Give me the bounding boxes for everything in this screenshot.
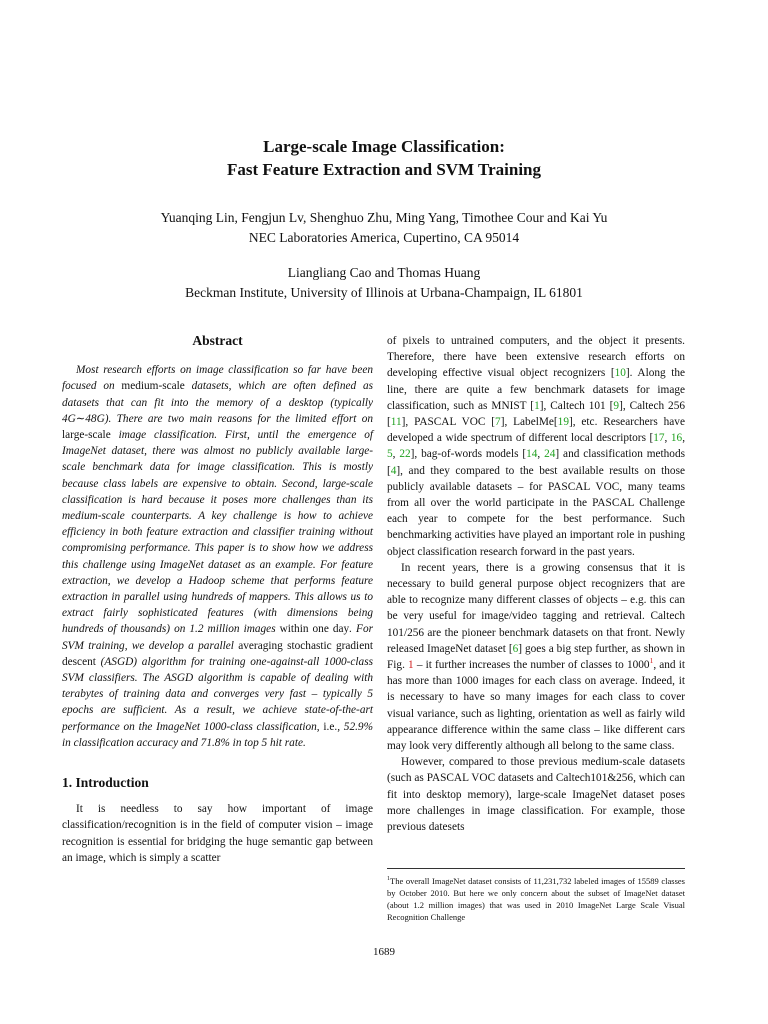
citation-link[interactable]: 4 bbox=[390, 464, 397, 477]
text-run: ], Caltech 101 [ bbox=[539, 399, 614, 412]
abstract-upright-5: i.e. bbox=[323, 720, 338, 733]
text-run: ] goes a big step further, as shown in Fig. bbox=[387, 642, 686, 672]
citation-link[interactable]: 10 bbox=[614, 367, 626, 380]
author-names-2: Liangliang Cao and Thomas Huang bbox=[287, 265, 481, 280]
author-block-1 bbox=[0, 208, 768, 248]
text-run: , and it has more than 1000 images for each class on average. Indeed, it is necessary to have so many images for each class to cover visual variance, such as lighting, orientation as well as fairly wild appearance difference within the same class – like different cars may look very differently although all belong to the same class. bbox=[387, 659, 685, 753]
author-affiliation-1: NEC Laboratories America, Cupertino, CA 95014 bbox=[248, 230, 520, 245]
footnote-mark: 1 bbox=[387, 876, 390, 882]
citation-link[interactable]: 5 bbox=[387, 448, 393, 461]
footnote-link[interactable]: 1 bbox=[649, 656, 654, 666]
text-run: ], bag-of-words models [ bbox=[410, 448, 527, 461]
figure-link[interactable]: 1 bbox=[408, 659, 414, 672]
abstract-heading: Abstract bbox=[192, 333, 243, 348]
abstract-text-5: (ASGD) algorithm for training one-against-all 1000-class SVM classifiers. The ASGD algorithm is capable of dealing with terabytes of training data and converges very fast – typically 5 epochs are sufficient. As a result, we achieve state-of-the-art performance on the ImageNet 1000-class classification, bbox=[62, 655, 373, 733]
text-run: ]. Along the line, there are quite a few benchmark datasets for image classification, such as MNIST [ bbox=[387, 367, 686, 412]
text-run: of pixels to untrained computers, and the object it presents. Therefore, there have been extensive research efforts on developing effective visual object recognizers [ bbox=[387, 335, 685, 380]
abstract-upright-4: averaging stochastic gradient descent bbox=[62, 639, 373, 668]
author-names-1: Yuanqing Lin, Fengjun Lv, Shenghuo Zhu, Ming Yang, Timothee Cour and Kai Yu bbox=[160, 210, 608, 225]
citation-link[interactable]: 24 bbox=[544, 448, 556, 461]
intro-paragraph-1: It is needless to say how important of image classification/recognition is in the field of computer vision – image recognition is essential for bridging the huge semantic gap between an image, which is simply a scatter bbox=[62, 803, 373, 864]
intro-paragraph-2 bbox=[387, 560, 685, 754]
citation-link[interactable]: 16 bbox=[670, 432, 683, 445]
text-run: , bbox=[537, 448, 545, 461]
citation-link[interactable]: 11 bbox=[390, 416, 402, 429]
text-run: – it further increases the number of classes to 1000 bbox=[413, 659, 650, 672]
author-affiliation-2: Beckman Institute, University of Illinois at Urbana-Champaign, IL 61801 bbox=[185, 285, 583, 300]
abstract-text bbox=[62, 362, 373, 751]
citation-link[interactable]: 19 bbox=[557, 416, 569, 429]
footnote bbox=[387, 868, 685, 923]
abstract-text-1: Most research efforts on image classification so far have been focused on bbox=[62, 364, 373, 393]
intro-heading: 1. Introduction bbox=[62, 775, 149, 791]
text-run: , bbox=[664, 432, 671, 445]
title-line-2: Fast Feature Extraction and SVM Training bbox=[226, 160, 542, 179]
citation-link[interactable]: 1 bbox=[534, 399, 540, 412]
citation-link[interactable]: 14 bbox=[526, 448, 538, 461]
text-run: In recent years, there is a growing consensus that it is necessary to build general purpose object recognizers that are able to recognize many different classes of objects – e.g. this can be very useful for image/video tagging and retrieval. Caltech 101/256 are the pioneer benchmark datasets on that front. Newly released ImageNet dataset [ bbox=[387, 561, 685, 655]
text-run: , bbox=[392, 448, 400, 461]
abstract-text-6: , 52.9% in classification accuracy and 71.8% in top 5 hit rate. bbox=[62, 720, 373, 749]
footnote-text: The overall ImageNet dataset consists of 11,231,732 labeled images of 15589 classes by October 2010. But here we only concern about the subset of ImageNet dataset (about 1.2 million images) that was used in 2010 ImageNet Large Scale Visual Recognition Challenge bbox=[387, 875, 685, 922]
citation-link[interactable]: 7 bbox=[495, 416, 501, 429]
author-block-2 bbox=[0, 263, 768, 303]
paper-title bbox=[0, 135, 768, 181]
left-column bbox=[62, 333, 373, 866]
text-run: ], etc. Researchers have developed a wide spectrum of different local descriptors [ bbox=[387, 416, 685, 445]
text-run: , bbox=[682, 432, 686, 445]
abstract-upright-3: within one day bbox=[279, 623, 350, 636]
citation-link[interactable]: 22 bbox=[399, 448, 411, 461]
citation-link[interactable]: 9 bbox=[613, 399, 620, 412]
citation-link[interactable]: 17 bbox=[653, 432, 665, 445]
abstract-text-2: datasets, which are often defined as datasets that can fit into the memory of a desktop (typically 4G∼48G). There are two main reasons for the limited effort on bbox=[62, 380, 373, 425]
text-run: ], Caltech 256 [ bbox=[387, 399, 686, 429]
page-number: 1689 bbox=[373, 946, 395, 958]
intro-paragraph-3: However, compared to those previous medium-scale datasets (such as PASCAL VOC datasets and Caltech101&256, which can fit into desktop memory), large-scale ImageNet dataset poses more challenges in image classification. For example, those previous datesets bbox=[387, 756, 685, 834]
text-run: ] and classification methods [ bbox=[387, 448, 685, 477]
abstract-upright-2: large-scale bbox=[62, 429, 111, 442]
intro-paragraph-1-continued bbox=[387, 333, 685, 560]
right-column bbox=[387, 333, 685, 835]
abstract-text-4: . For SVM training, we develop a parallel bbox=[62, 623, 373, 652]
text-run: ], PASCAL VOC [ bbox=[401, 416, 496, 429]
text-run: ], and they compared to the best available results on those publicly available datasets – for PASCAL VOC, many teams from all over the world participate in the PASCAL Challenge each year to compete for the best performance. Such benchmarking activities have played an important role in pushing object classification research forward in the past years. bbox=[387, 464, 685, 558]
title-line-1: Large-scale Image Classification: bbox=[263, 137, 505, 156]
citation-link[interactable]: 6 bbox=[512, 642, 519, 655]
abstract-upright-1: medium-scale bbox=[121, 380, 185, 393]
text-run: ], LabelMe[ bbox=[500, 416, 558, 429]
abstract-text-3: image classification. First, until the emergence of ImageNet dataset, there was almost no publicly available large-scale benchmark data for image classification. This is mostly because class labels are expensive to obtain. Second, large-scale classification is hard because it poses more challenges than its medium-scale counterparts. A key challenge is how to achieve efficiency in both feature extraction and classifier training without compromising performance. This paper is to show how we address this challenge using ImageNet dataset as an example. For feature extraction, we develop a Hadoop scheme that performs feature extraction in parallel using hundreds of mappers. This allows us to extract fairly sophisticated features (with dimensions being hundreds of thousands) on 1.2 million images bbox=[62, 429, 373, 636]
